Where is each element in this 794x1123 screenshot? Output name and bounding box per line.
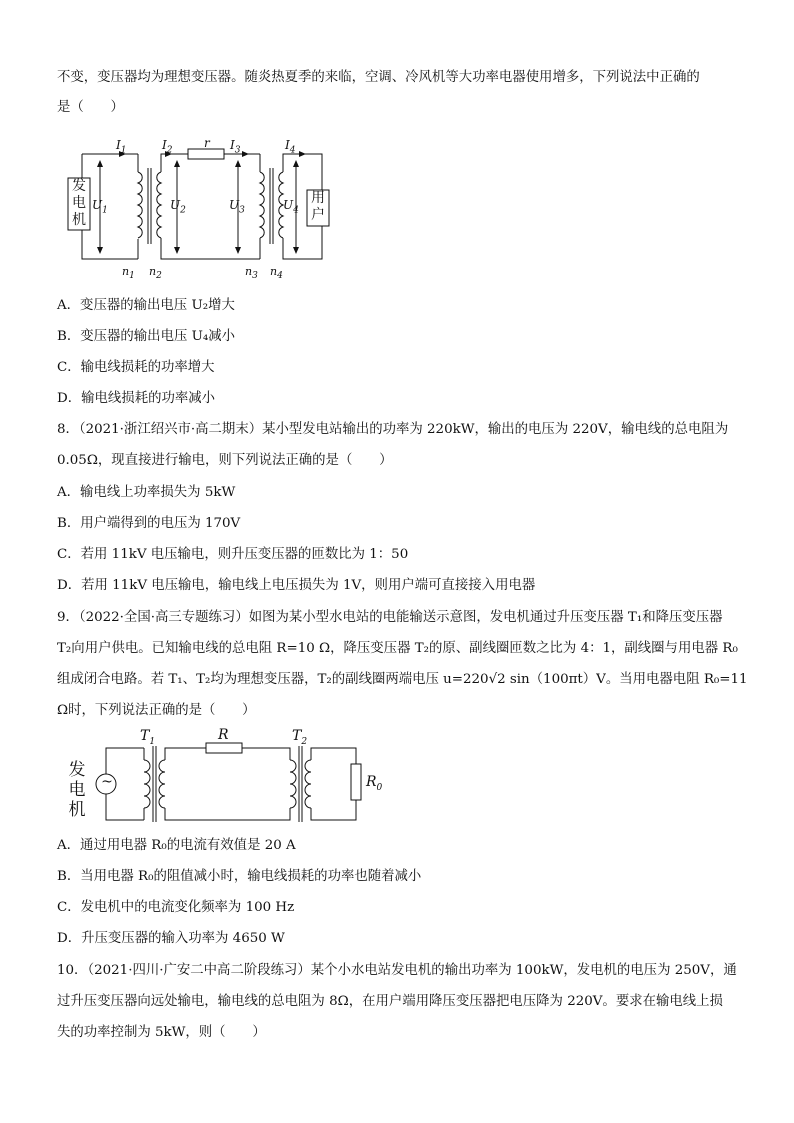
- q7-option-c: C．输电线损耗的功率增大: [57, 360, 215, 375]
- q8-option-c: C．若用 11kV 电压输电，则升压变压器的匝数比为 1：50: [57, 547, 409, 562]
- current-i3: $I_3$: [230, 138, 241, 156]
- ac-source-icon: ~: [101, 774, 113, 790]
- line-resistor-r: R: [218, 727, 229, 743]
- voltage-u1: $U_1$: [92, 198, 108, 216]
- q9-option-a: A．通过用电器 R₀的电流有效值是 20 A: [57, 838, 296, 853]
- voltage-u2: $U_2$: [170, 198, 186, 216]
- transformer-t1: $T_1$: [140, 728, 156, 747]
- q7-option-d: D．输电线损耗的功率减小: [57, 391, 216, 406]
- current-i1: $I_1$: [116, 138, 127, 156]
- q10-stem-3: 失的功率控制为 5kW，则（ ）: [57, 1025, 266, 1040]
- q9-stem-3: 组成闭合电路。若 T₁、T₂均为理想变压器，T₂的副线圈两端电压 u=220√2 sin（100πt）V。当用电器电阻 R₀=11: [57, 672, 748, 687]
- voltage-u3: $U_3$: [229, 198, 245, 216]
- resistor-r: r: [204, 136, 210, 150]
- q9-option-d: D．升压变压器的输入功率为 4650 W: [57, 931, 285, 946]
- intro-line-2: 是（ ）: [57, 100, 124, 115]
- q10-stem-1: 10．（2021·四川·广安二中高二阶段练习）某个小水电站发电机的输出功率为 100kW，发电机的电压为 250V，通: [57, 963, 737, 978]
- q8-stem-2: 0.05Ω，现直接进行输电，则下列说法正确的是（ ）: [57, 453, 393, 468]
- turns-n2: $n_2$: [149, 265, 162, 282]
- q8-option-a: A．输电线上功率损失为 5kW: [57, 485, 236, 500]
- load-r0: $R_0$: [366, 774, 383, 793]
- q9-stem-4: Ω时，下列说法正确的是（ ）: [57, 703, 256, 718]
- q8-option-d: D．若用 11kV 电压输电，输电线上电压损失为 1V，则用户端可直接接入用电器: [57, 578, 536, 593]
- turns-n4: $n_4$: [270, 265, 283, 282]
- user-label: 用 户: [311, 190, 325, 223]
- q7-option-b: B．变压器的输出电压 U₄减小: [57, 329, 236, 344]
- q10-stem-2: 过升压变压器向远处输电，输电线的总电阻为 8Ω，在用户端用降压变压器把电压降为 220V。要求在输电线上损: [57, 994, 723, 1009]
- q9-stem-2: T₂向用户供电。已知输电线的总电阻 R=10 Ω，降压变压器 T₂的原、副线圈匝数之比为 4：1，副线圈与用电器 R₀: [57, 641, 738, 656]
- q8-stem-1: 8．（2021·浙江绍兴市·高二期末）某小型发电站输出的功率为 220kW，输出的电压为 220V，输电线的总电阻为: [57, 422, 729, 437]
- transformer-t2: $T_2$: [292, 728, 308, 747]
- voltage-u4: $U_4$: [283, 198, 299, 216]
- turns-n1: $n_1$: [122, 265, 135, 282]
- q9-option-b: B．当用电器 R₀的阻值减小时，输电线损耗的功率也随着减小: [57, 869, 422, 884]
- generator-label: 发 电 机: [72, 178, 86, 228]
- q8-option-b: B．用户端得到的电压为 170V: [57, 516, 241, 531]
- q7-option-a: A．变压器的输出电压 U₂增大: [57, 298, 235, 313]
- turns-n3: $n_3$: [245, 265, 258, 282]
- q9-stem-1: 9．（2022·全国·高三专题练习）如图为某小型水电站的电能输送示意图，发电机通过升压变压器 T₁和降压变压器: [57, 610, 723, 625]
- generator-label-2: 发 电 机: [68, 760, 86, 820]
- q9-option-c: C．发电机中的电流变化频率为 100 Hz: [57, 900, 295, 915]
- intro-line-1: 不变，变压器均为理想变压器。随炎热夏季的来临，空调、冷风机等大功率电器使用增多，下列说法中正确的: [57, 70, 700, 85]
- current-i4: $I_4$: [285, 138, 296, 156]
- current-i2: $I_2$: [162, 138, 173, 156]
